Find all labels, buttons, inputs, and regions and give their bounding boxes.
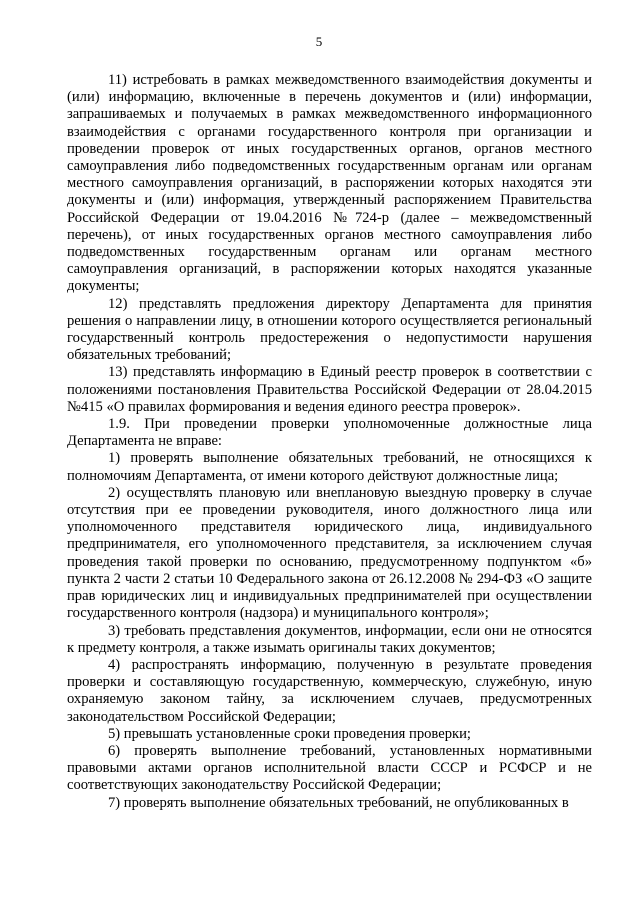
document-body (67, 72, 592, 812)
paragraph-prohibition-4: 4) распространять информацию, полученную в результате проведения проверки и составляющую государственную, коммерческую, служебную, иную охраняемую законом тайну, за исключением случаев, предусмотренных законодательством Российской Федерации; (67, 656, 592, 725)
paragraph-prohibition-5: 5) превышать установленные сроки проведения проверки; (108, 725, 471, 742)
paragraph-prohibition-7: 7) проверять выполнение обязательных требований, не опубликованных в (108, 794, 569, 811)
paragraph-item-13: 13) представлять информацию в Единый реестр проверок в соответствии с положениями постановления Правительства Российской Федерации от 28.04.2015 №415 «О правилах формирования и ведения единого реестра проверок». (67, 364, 592, 415)
paragraph-section-1-9: 1.9. При проведении проверки уполномоченные должностные лица Департамента не вправе: (67, 416, 592, 450)
paragraph-prohibition-3: 3) требовать представления документов, информации, если они не относятся к предмету контроля, а также изымать оригиналы таких документов; (67, 622, 592, 656)
paragraph-prohibition-1: 1) проверять выполнение обязательных требований, не относящихся к полномочиям Департамента, от имени которого действуют должностные лица; (67, 450, 592, 484)
paragraph-prohibition-6: 6) проверять выполнение требований, установленных нормативными правовыми актами органов исполнительной власти СССР и РСФСР и не соответствующих законодательству Российской Федерации; (67, 742, 592, 794)
paragraph-item-12: 12) представлять предложения директору Департамента для принятия решения о направлении лицу, в отношении которого осуществляется региональный государственный контроль предостережения о недопустимости нарушения обязательных требований; (67, 295, 592, 364)
page-number: 5 (315, 34, 323, 49)
paragraph-item-11: 11) истребовать в рамках межведомственного взаимодействия документы и (или) информацию, включенные в перечень документов и (или) информации, запрашиваемых и получаемых в рамках межведомственного информационного взаимодействия с органами государственного контроля при организации и проведении проверок от иных государственных органов, органов местного самоуправления либо подведомственных государственным органам или органам местного самоуправления организаций, в распоряжении которых находятся эти документы и (или) информация, утвержденный распоряжением Правительства Российской Федерации от 19.04.2016 №724-р (далее – межведомственный перечень), от иных государственных органов местного самоуправления либо подведомственных государственным органам или органам местного самоуправления организаций, в распоряжении которых находятся указанные документы; (67, 72, 592, 295)
paragraph-prohibition-2: 2) осуществлять плановую или внеплановую выездную проверку в случае отсутствия при ее проведении руководителя, иного должностного лица или уполномоченного представителя юридического лица, индивидуального предпринимателя, его уполномоченного представителя, за исключением случая проведения такой проверки по основанию, предусмотренному подпунктом «б» пункта 2 части 2 статьи 10 Федерального закона от 26.12.2008 № 294-ФЗ «О защите прав юридических лиц и индивидуальных предпринимателей при осуществлении государственного контроля (надзора) и муниципального контроля»; (67, 484, 592, 622)
